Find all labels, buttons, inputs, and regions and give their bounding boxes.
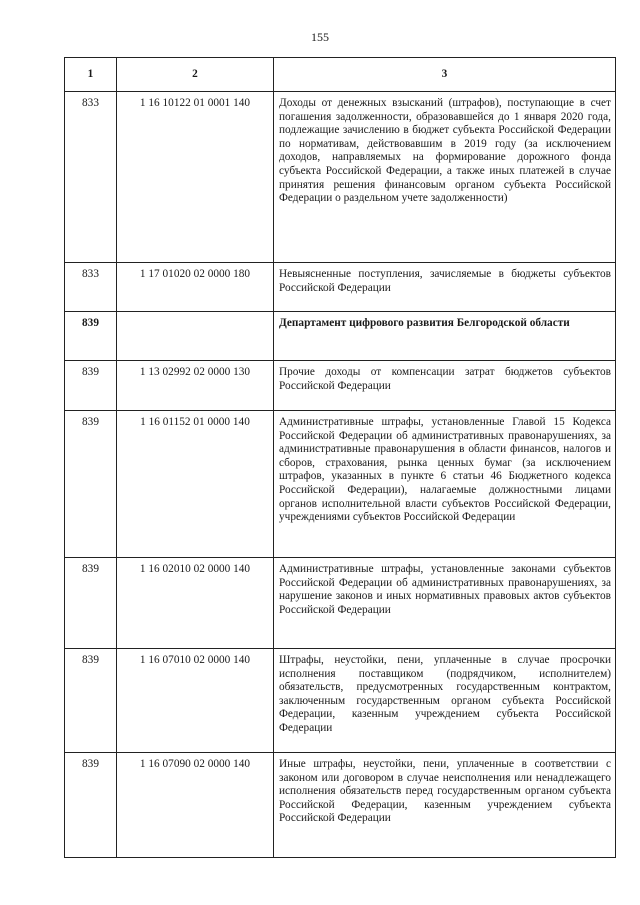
table-row <box>65 411 616 558</box>
revenue-classification-table <box>64 57 616 858</box>
table-row <box>65 263 616 312</box>
description-cell: Иные штрафы, неустойки, пени, уплаченные в соответствии с законом или договором в случае неисполнения или ненадлежащего исполнения обязательств перед государственным органом субъекта Российской Федерации, казенным учреждением субъекта Российской Федерации <box>274 753 616 858</box>
description-cell: Доходы от денежных взысканий (штрафов), поступающие в счет погашения задолженности, образовавшейся до 1 января 2020 года, подлежащие зачислению в бюджет субъекта Российской Федерации по нормативам, действовавшим в 2019 году (за исключением доходов, направляемых на формирование дорожного фонда субъекта Российской Федерации, а также иных платежей в случае принятия решения финансовым органом субъекта Российской Федерации о раздельном учете задолженности) <box>274 92 616 263</box>
admin-code-cell: 833 <box>65 92 117 263</box>
admin-code-cell: 839 <box>65 411 117 558</box>
table-header-row <box>65 58 616 92</box>
column-header-2: 2 <box>117 58 274 92</box>
budget-code-cell: 1 16 07090 02 0000 140 <box>117 753 274 858</box>
description-cell: Невыясненные поступления, зачисляемые в бюджеты субъектов Российской Федерации <box>274 263 616 312</box>
budget-code-cell: 1 16 07010 02 0000 140 <box>117 649 274 753</box>
budget-code-cell: 1 13 02992 02 0000 130 <box>117 361 274 411</box>
department-row <box>65 312 616 361</box>
budget-code-cell <box>117 312 274 361</box>
description-cell: Административные штрафы, установленные законами субъектов Российской Федерации об административных правонарушениях, за нарушение законов и иных нормативных правовых актов субъектов Российской Федерации <box>274 558 616 649</box>
table-row <box>65 361 616 411</box>
page-number: 155 <box>311 30 329 44</box>
description-cell: Прочие доходы от компенсации затрат бюджетов субъектов Российской Федерации <box>274 361 616 411</box>
department-name-cell: Департамент цифрового развития Белгородской области <box>274 312 616 361</box>
admin-code-cell: 839 <box>65 649 117 753</box>
description-cell: Административные штрафы, установленные Главой 15 Кодекса Российской Федерации об административных правонарушениях, за административные правонарушения в области финансов, налогов и сборов, страхования, рынка ценных бумаг (за исключением штрафов, указанных в пункте 6 статьи 46 Бюджетного кодекса Российской Федерации), налагаемые должностными лицами органов исполнительной власти субъектов Российской Федерации, учреждениями субъектов Российской Федерации <box>274 411 616 558</box>
budget-code-cell: 1 16 01152 01 0000 140 <box>117 411 274 558</box>
column-header-1: 1 <box>65 58 117 92</box>
description-cell: Штрафы, неустойки, пени, уплаченные в случае просрочки исполнения поставщиком (подрядчиком, исполнителем) обязательств, предусмотренных государственным контрактом, заключенным государственным органом субъекта Российской Федерации, казенным учреждением субъекта Российской Федерации <box>274 649 616 753</box>
budget-code-cell: 1 16 10122 01 0001 140 <box>117 92 274 263</box>
admin-code-cell: 833 <box>65 263 117 312</box>
table-row <box>65 92 616 263</box>
table-row <box>65 649 616 753</box>
admin-code-cell: 839 <box>65 361 117 411</box>
admin-code-cell: 839 <box>65 753 117 858</box>
column-header-3: 3 <box>274 58 616 92</box>
table-row <box>65 753 616 858</box>
budget-code-cell: 1 16 02010 02 0000 140 <box>117 558 274 649</box>
table-row <box>65 558 616 649</box>
admin-code-cell: 839 <box>65 312 117 361</box>
admin-code-cell: 839 <box>65 558 117 649</box>
budget-code-cell: 1 17 01020 02 0000 180 <box>117 263 274 312</box>
